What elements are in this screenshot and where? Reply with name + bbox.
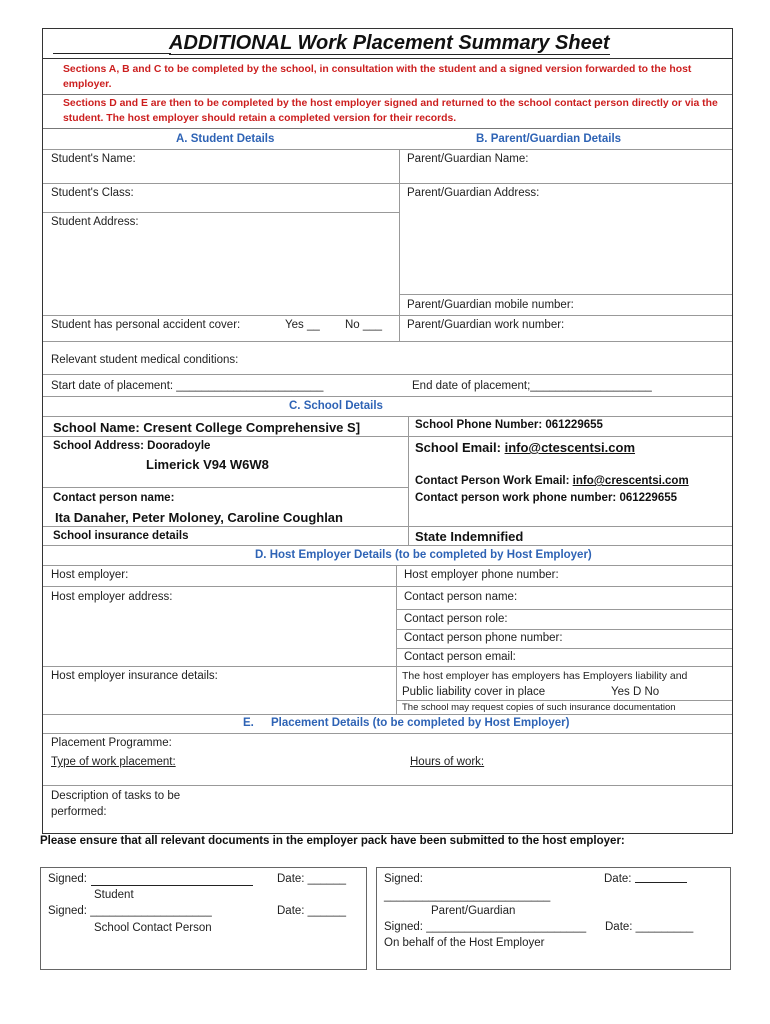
section-e-number: E. — [243, 717, 254, 729]
parent-name-field[interactable]: Parent/Guardian Name: — [407, 153, 529, 165]
behalf-label: On behalf of the Host Employer — [384, 937, 545, 949]
title-underline — [53, 53, 171, 54]
end-date-field[interactable]: End date of placement;___________________ — [412, 380, 652, 392]
school-date-field[interactable]: Date: ______ — [277, 905, 347, 917]
parent-label: Parent/Guardian — [431, 905, 516, 917]
student-signed-label: Signed: — [48, 873, 88, 885]
parent-signature-line[interactable]: __________________________ — [384, 890, 551, 902]
parent-date-line[interactable] — [635, 882, 687, 883]
work-type-field[interactable]: Type of work placement: — [51, 756, 176, 768]
student-signature-line[interactable] — [91, 885, 253, 886]
school-address: School Address: Dooradoyle — [53, 440, 211, 452]
section-b-header: B. Parent/Guardian Details — [476, 133, 622, 145]
contact-phone: Contact person work phone number: 061229655 — [415, 492, 678, 504]
parent-work-field[interactable]: Parent/Guardian work number: — [407, 319, 565, 331]
section-d-header: D. Host Employer Details (to be completed by Host Employer) — [255, 549, 592, 561]
school-phone: School Phone Number: 061229655 — [415, 419, 603, 431]
section-e-header: Placement Details (to be completed by Host Employer) — [271, 717, 570, 729]
contact-email-link[interactable]: info@crescentsi.com — [572, 475, 689, 487]
contact-phone-field[interactable]: Contact person phone number: — [404, 632, 563, 644]
school-signature-field[interactable]: Signed: ___________________ — [48, 905, 212, 917]
liability-statement: The host employer has employers has Employers liability and — [402, 670, 688, 682]
liability-yes-no[interactable]: Yes D No — [611, 686, 660, 698]
section-a-header: A. Student Details — [176, 133, 275, 145]
footer-note: Please ensure that all relevant documents in the employer pack have been submitted to the host employer: — [40, 835, 625, 847]
divider — [43, 128, 732, 129]
school-email-link[interactable]: info@ctescentsi.com — [504, 440, 636, 455]
title-row — [43, 29, 732, 59]
tasks-field[interactable]: Description of tasks to be — [51, 790, 181, 802]
parent-date-label: Date: — [604, 873, 632, 885]
school-insurance-value: State Indemnified — [415, 529, 524, 544]
start-date-field[interactable]: Start date of placement: _______________________ — [51, 380, 324, 392]
host-address-field[interactable]: Host employer address: — [51, 591, 173, 603]
accident-cover-yes[interactable]: Yes __ — [285, 319, 320, 331]
section-c-header: C. School Details — [289, 400, 383, 412]
instruction-abc: Sections A, B and C to be completed by the school, in consultation with the student and a signed version forwarded to the host employer. — [63, 64, 692, 90]
contact-role-field[interactable]: Contact person role: — [404, 613, 508, 625]
student-class-field[interactable]: Student's Class: — [51, 187, 134, 199]
student-date-field[interactable]: Date: ______ — [277, 873, 347, 885]
contact-email-field[interactable]: Contact person email: — [404, 651, 516, 663]
contact-person-label: Contact person name: — [53, 492, 175, 504]
parent-address-field[interactable]: Parent/Guardian Address: — [407, 187, 540, 199]
employer-signature-field[interactable]: Signed: _________________________ — [384, 921, 587, 933]
parent-mobile-field[interactable]: Parent/Guardian mobile number: — [407, 299, 574, 311]
student-name-field[interactable]: Student's Name: — [51, 153, 136, 165]
contact-person-names: Ita Danaher, Peter Moloney, Caroline Coughlan — [55, 510, 343, 525]
medical-conditions-field[interactable]: Relevant student medical conditions: — [51, 354, 239, 366]
instruction-de: Sections D and E are then to be completed by the host employer signed and returned to the school contact person directly or via the student. The host employer should retain a completed version for their records. — [63, 98, 718, 124]
tasks-field-2: performed: — [51, 806, 107, 818]
accident-cover-label: Student has personal accident cover: — [51, 319, 241, 331]
school-contact-label: School Contact Person — [94, 922, 212, 934]
contact-email-row: Contact Person Work Email: info@crescentsi.com — [415, 475, 689, 487]
contact-name-field[interactable]: Contact person name: — [404, 591, 518, 603]
student-address-field[interactable]: Student Address: — [51, 216, 139, 228]
insurance-request-note: The school may request copies of such insurance documentation — [402, 702, 676, 713]
school-insurance-label: School insurance details — [53, 530, 189, 542]
parent-signed-label: Signed: — [384, 873, 424, 885]
summary-sheet-form — [42, 28, 733, 834]
school-email-row: School Email: info@ctescentsi.com — [415, 440, 636, 455]
signature-box-school — [40, 867, 367, 970]
divider — [43, 94, 732, 95]
host-phone-field[interactable]: Host employer phone number: — [404, 569, 559, 581]
host-employer-field[interactable]: Host employer: — [51, 569, 129, 581]
page-title: ADDITIONAL Work Placement Summary Sheet — [169, 32, 610, 54]
hours-field[interactable]: Hours of work: — [410, 756, 485, 768]
accident-cover-no[interactable]: No ___ — [345, 319, 383, 331]
school-name: School Name: Cresent College Comprehensive S] — [53, 420, 361, 435]
placement-programme-field[interactable]: Placement Programme: — [51, 737, 172, 749]
host-insurance-field[interactable]: Host employer insurance details: — [51, 670, 218, 682]
liability-statement-2: Public liability cover in place — [402, 686, 546, 698]
signature-box-employer — [376, 867, 731, 970]
employer-date-field[interactable]: Date: _________ — [605, 921, 694, 933]
school-address-line2: Limerick V94 W6W8 — [146, 457, 269, 472]
student-label: Student — [94, 889, 134, 901]
